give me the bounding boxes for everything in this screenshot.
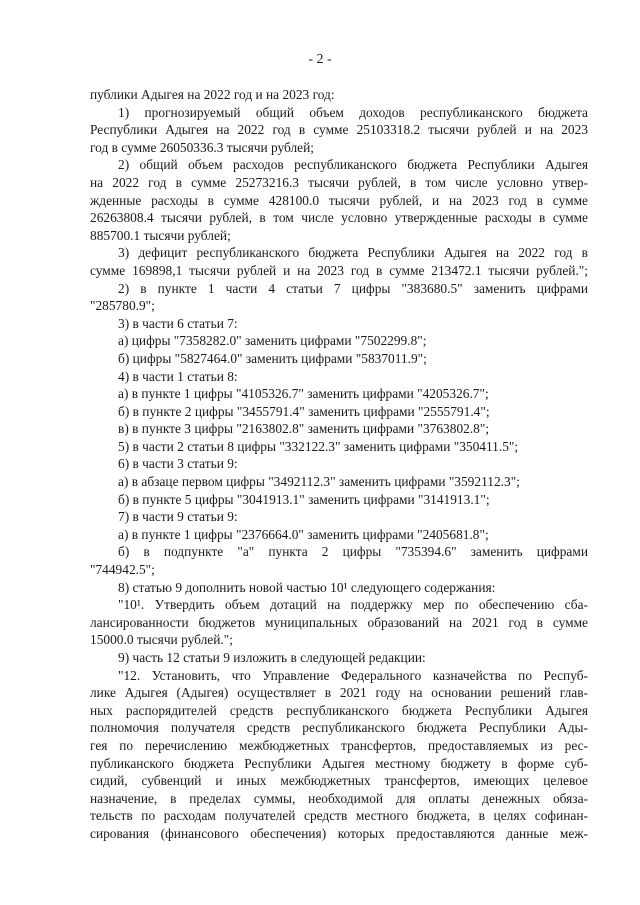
text-line: 7) в части 9 статьи 9: (118, 509, 238, 525)
text-line: 9) часть 12 статьи 9 изложить в следующей редакции: (118, 650, 426, 665)
text-line: 1) прогнозируемый общий объем доходов республиканского бюджета (118, 104, 588, 120)
text-line: жденные расходы в сумме 428100.0 тысячи рублей, и на 2023 год в сумме (90, 192, 588, 208)
text-line: на 2022 год в сумме 25273216.3 тысячи рублей, в том числе условно утвер- (90, 174, 588, 190)
text-line: 885700.1 тысячи рублей; (90, 227, 231, 243)
text-line: гея по перечислению межбюджетных трансфертов, предоставляемых из рес- (90, 737, 588, 753)
text-line: ных распорядителей средств республиканского бюджета Республики Адыгея (90, 702, 588, 718)
text-line: 26263808.4 тысячи рублей, в том числе условно утвержденные расходы в сумме (90, 210, 588, 226)
text-line: б) в пункте 5 цифры "3041913.1" заменить цифрами "3141913.1"; (118, 491, 490, 507)
text-line: сидий, субвенций и иных межбюджетных трансфертов, имеющих целевое (90, 773, 588, 789)
text-line: а) в пункте 1 цифры "2376664.0" заменить цифрами "2405681.8"; (118, 526, 489, 542)
text-line: "12. Установить, что Управление Федерального казначейства по Респуб- (118, 667, 588, 683)
text-line: публики Адыгея на 2022 год и на 2023 год: (90, 87, 335, 102)
text-line: 6) в части 3 статьи 9: (118, 456, 238, 472)
text-line: публиканского бюджета Республики Адыгея местному бюджету в форме суб- (90, 755, 588, 771)
text-line: "10¹. Утвердить объем дотаций на поддержку мер по обеспечению сба- (118, 597, 588, 613)
text-line: а) цифры "7358282.0" заменить цифрами "7502299.8"; (118, 333, 427, 349)
text-line: б) цифры "5827464.0" заменить цифрами "5837011.9"; (118, 350, 427, 366)
text-line: 3) в части 6 статьи 7: (118, 315, 238, 331)
text-line: 3) дефицит республиканского бюджета Республики Адыгея на 2022 год в (118, 245, 588, 261)
text-line: 2) в пункте 1 части 4 статьи 7 цифры "383680.5" заменить цифрами (118, 280, 588, 296)
text-line: "285780.9"; (90, 298, 155, 314)
text-line: 5) в части 2 статьи 8 цифры "332122.3" заменить цифрами "350411.5"; (118, 438, 519, 454)
document-body (90, 86, 588, 843)
text-line: а) в пункте 1 цифры "4105326.7" заменить цифрами "4205326.7"; (118, 386, 489, 402)
text-line: сирования (финансового обеспечения) которых предоставляются данные меж- (90, 825, 588, 841)
text-line: в) в пункте 3 цифры "2163802.8" заменить цифрами "3763802.8"; (118, 421, 490, 437)
text-line: 8) статью 9 дополнить новой частью 10¹ следующего содержания: (118, 579, 496, 595)
text-line: тельств по расходам получателей средств местного бюджета, в целях софинан- (90, 808, 588, 824)
text-line: сумме 169898,1 тысячи рублей и на 2023 год в сумме 213472.1 тысячи рублей."; (90, 262, 588, 278)
text-line: лике Адыгея (Адыгея) осуществляет в 2021 году на основании решений глав- (90, 685, 588, 701)
text-line: 4) в части 1 статьи 8: (118, 368, 238, 384)
text-line: лансированности бюджетов муниципальных образований на 2021 год в сумме (90, 614, 588, 630)
text-line: 15000.0 тысячи рублей."; (90, 632, 233, 648)
text-line: год в сумме 26050336.3 тысячи рублей; (90, 139, 315, 155)
text-line: полномочия получателя средств республиканского бюджета Республики Ады- (90, 720, 588, 736)
page-number: - 2 - (308, 52, 332, 67)
text-line: б) в пункте 2 цифры "3455791.4" заменить цифрами "2555791.4"; (118, 403, 490, 419)
text-line: Республики Адыгея на 2022 год в сумме 25103318.2 тысячи рублей и на 2023 (90, 122, 588, 138)
text-line: а) в абзаце первом цифры "3492112.3" заменить цифрами "3592112.3"; (118, 474, 520, 490)
text-line: 2) общий объем расходов республиканского бюджета Республики Адыгея (118, 157, 588, 173)
text-line: назначение, в пределах суммы, необходимой для оплаты денежных обяза- (90, 790, 588, 806)
text-line: б) в подпункте "а" пункта 2 цифры "735394.6" заменить цифрами (118, 544, 588, 560)
text-line: "744942.5"; (90, 562, 155, 578)
